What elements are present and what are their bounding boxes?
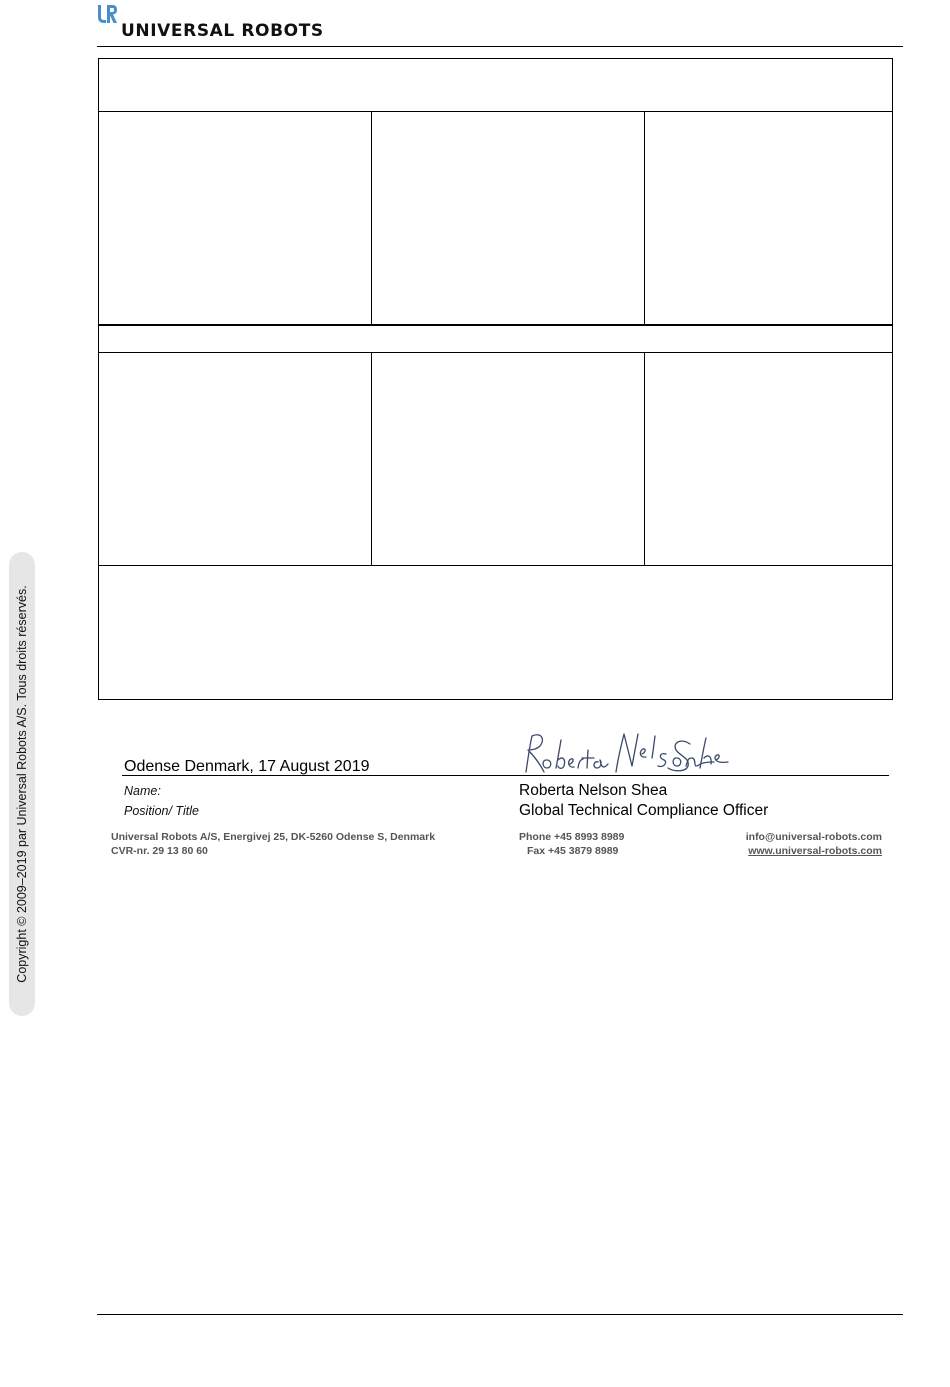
company-address: Universal Robots A/S, Energivej 25, DK-5260 Odense S, Denmark xyxy=(111,831,436,843)
company-fax: Fax +45 3879 8989 xyxy=(527,845,619,857)
company-website-link[interactable]: www.universal-robots.com xyxy=(748,845,882,857)
company-phone: Phone +45 8993 8989 xyxy=(519,831,625,843)
position-label: Position/ Title xyxy=(124,804,199,818)
place-and-date: Odense Denmark, 17 August 2019 xyxy=(124,758,370,775)
header-divider xyxy=(97,46,903,47)
signer-title: Global Technical Compliance Officer xyxy=(519,802,769,819)
table-section-1-divider-b xyxy=(644,111,645,324)
table-section-2-divider-b xyxy=(644,352,645,565)
table-section-2-divider-a xyxy=(371,352,372,565)
table-section-2 xyxy=(98,352,893,566)
signer-name: Roberta Nelson Shea xyxy=(519,782,668,799)
company-email[interactable]: info@universal-robots.com xyxy=(745,831,882,843)
table-section-1-divider-a xyxy=(371,111,372,324)
table-subheading-row xyxy=(98,325,893,353)
handwritten-signature xyxy=(518,728,732,778)
table-section-1 xyxy=(98,111,893,325)
signature-line xyxy=(122,775,889,776)
footer-divider xyxy=(97,1314,903,1315)
table-footer-row xyxy=(98,565,893,700)
copyright-text: Copyright © 2009–2019 par Universal Robots A/S. Tous droits réservés. xyxy=(15,585,29,983)
table-title-row xyxy=(98,58,893,112)
universal-robots-logo-icon xyxy=(96,4,118,24)
name-label: Name: xyxy=(124,784,161,798)
brand-name: UNIVERSAL ROBOTS xyxy=(121,21,324,41)
company-cvr: CVR-nr. 29 13 80 60 xyxy=(111,845,208,857)
